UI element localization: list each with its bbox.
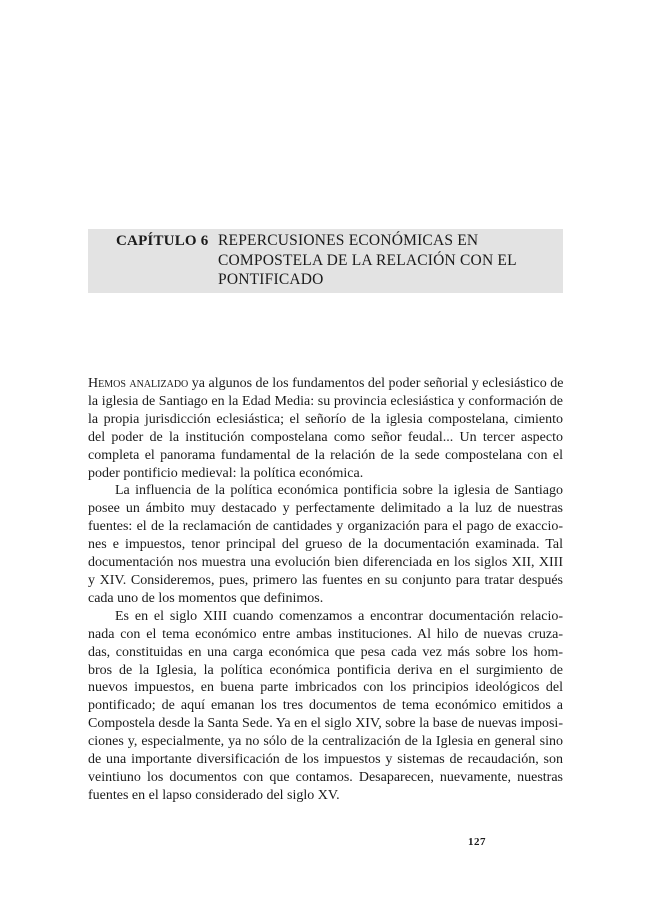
chapter-title-line: REPERCUSIONES ECONÓMICAS EN — [218, 232, 479, 249]
text-line: nada con el tema económico entre ambas instituciones. Al hilo de nuevas cruza- — [88, 626, 563, 642]
text-line: das, constituidas en una carga económica que pesa cada vez más sobre los hom- — [88, 644, 563, 660]
paragraph-3 — [88, 608, 563, 805]
text-line — [88, 375, 563, 393]
chapter-title-line: COMPOSTELA DE LA RELACIÓN CON EL — [218, 251, 517, 269]
text-line: bros de la Iglesia, la política económica pontificia deriva en el surgimiento de — [88, 662, 563, 678]
text-line: veintiuno los documentos con que contamos. Desaparecen, nuevamente, nuestras — [88, 769, 563, 785]
text-line: cada uno de los momentos que definimos. — [88, 590, 324, 606]
text-line: completa el panorama fundamental de la relación de la sede compostelana con el — [88, 447, 563, 463]
text-line: fuentes en el lapso considerado del siglo XV. — [88, 787, 340, 803]
paragraph-2 — [88, 482, 563, 607]
chapter-title — [218, 231, 548, 290]
text-line: Es en el siglo XIII cuando comenzamos a encontrar documentación relacio- — [115, 608, 563, 624]
text-line: documentación nos muestra una evolución bien diferenciada en los siglos XII, XIII — [88, 555, 563, 571]
text-line: ciones y, especialmente, ya no sólo de la centralización de la Iglesia en general sino — [88, 734, 563, 750]
body-text — [88, 375, 563, 805]
text-line: y XIV. Consideremos, pues, primero las fuentes en su conjunto para tratar después — [88, 572, 563, 588]
text-line: nes e impuestos, tenor principal del grueso de la documentación examinada. Tal — [88, 537, 563, 553]
text-line: poder pontificio medieval: la política económica. — [88, 465, 364, 481]
chapter-heading-banner — [88, 229, 563, 293]
text-line: de una importante diversificación de los impuestos y sistemas de recaudación, son — [88, 752, 563, 768]
chapter-label: CAPÍTULO 6 — [116, 233, 209, 249]
lead-in-smallcaps: Hemos analizado — [88, 376, 189, 391]
text-line: la propia jurisdicción eclesiástica; el señorío de la iglesia compostelana, cimiento — [88, 411, 563, 427]
text-line: nuevos impuestos, en buena parte imbricados con los principios ideológicos del — [88, 680, 563, 696]
text-line: La influencia de la política económica pontificia sobre la iglesia de Santiago — [115, 483, 563, 499]
text-line: pontificado; de aquí emanan los tres documentos de tema económico emitidos a — [88, 698, 563, 714]
page-number: 127 — [468, 836, 486, 848]
text-line: posee un ámbito muy destacado y perfectamente delimitado a la luz de nuestras — [88, 501, 563, 517]
text-line: la iglesia de Santiago en la Edad Media: su provincia eclesiástica y conformación de — [88, 393, 563, 409]
paragraph-1 — [88, 375, 563, 482]
text-line: Compostela desde la Santa Sede. Ya en el siglo XIV, sobre la base de nuevas imposi- — [88, 716, 563, 732]
text-line-content: ya algunos de los fundamentos del poder señorial y eclesiástico de — [188, 376, 564, 391]
chapter-title-line: PONTIFICADO — [218, 271, 324, 288]
text-line: del poder de la institución compostelana como señor feudal... Un tercer aspecto — [88, 429, 563, 445]
text-line: fuentes: el de la reclamación de cantidades y organización para el pago de exaccio- — [88, 519, 563, 535]
